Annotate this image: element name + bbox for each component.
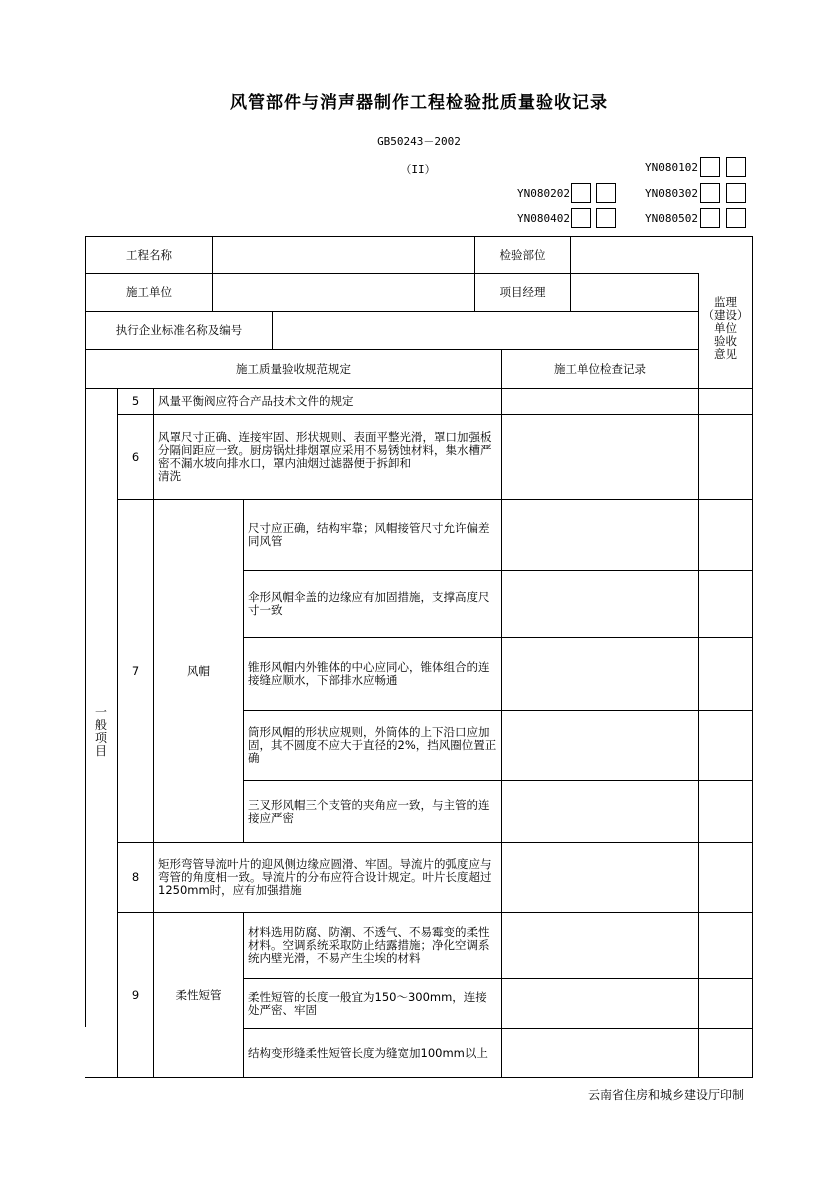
item-no: 5 (131, 394, 140, 408)
code-checkbox[interactable] (571, 183, 591, 203)
sub-item-text: 材料选用防腐、防潮、不透气、不易霉变的柔性材料。空调系统采取防止结露措施；净化空调系统内壁光滑，不易产生尘埃的材料 (248, 925, 490, 965)
code-yn080302: YN080302 (645, 187, 698, 200)
code-checkbox[interactable] (726, 157, 746, 177)
sub-item-text: 结构变形缝柔性短管长度为缝宽加100mm以上 (248, 1045, 488, 1060)
item-no: 8 (131, 870, 140, 884)
item-name: 风帽 (187, 663, 210, 678)
code-yn080202: YN080202 (517, 187, 570, 200)
sub-item-text: 柔性短管的长度一般宜为150～300mm，连接处严密、牢固 (248, 989, 487, 1017)
project-name-field[interactable] (213, 237, 474, 273)
sub-item-text: 尺寸应正确，结构牢靠；风帽接管尺寸允许偏差同风管 (248, 521, 490, 548)
code-yn080102: YN080102 (645, 161, 698, 174)
code-checkbox[interactable] (726, 208, 746, 228)
construction-unit-label: 施工单位 (126, 285, 172, 299)
code-checkbox[interactable] (571, 208, 591, 228)
code-checkbox[interactable] (700, 157, 720, 177)
code-yn080402: YN080402 (517, 212, 570, 225)
project-manager-field[interactable] (571, 274, 698, 311)
item-text: 风罩尺寸正确、连接牢固、形状规则、表面平整光滑，罩口加强板分隔间距应一致。厨房锅灶排烟罩应采用不易锈蚀材料，集水槽严密不漏水坡向排水口，罩内油烟过滤器便于拆卸和 清洗 (158, 430, 492, 483)
spec-header: 施工质量验收规范规定 (236, 361, 351, 376)
item-no: 9 (131, 987, 140, 1002)
enterprise-standard-field[interactable] (273, 312, 698, 349)
construction-unit-field[interactable] (213, 274, 474, 311)
part-number: （II） (400, 163, 436, 176)
record-header: 施工单位检查记录 (554, 361, 646, 376)
footer-publisher: 云南省住房和城乡建设厅印制 (587, 1088, 744, 1102)
item-no: 6 (131, 449, 140, 464)
code-checkbox[interactable] (726, 183, 746, 203)
item-no: 7 (131, 663, 140, 678)
sub-item-text: 锥形风帽内外锥体的中心应同心，锥体组合的连接缝应顺水，下部排水应畅通 (248, 660, 490, 687)
category-label: 一般项目 (94, 705, 107, 758)
page-title: 风管部件与消声器制作工程检验批质量验收记录 (230, 93, 608, 113)
item-text: 矩形弯管导流叶片的迎风侧边缘应圆滑、牢固。导流片的弧度应与弯管的角度相一致。导流片的分布应符合设计规定。叶片长度超过1250mm时，应有加强措施 (158, 857, 492, 897)
project-name-label: 工程名称 (126, 247, 172, 262)
supervisor-header: 监理 （建设） 单位 验收 意见 (702, 295, 749, 361)
code-checkbox[interactable] (700, 208, 720, 228)
enterprise-standard-label: 执行企业标准名称及编号 (115, 323, 243, 337)
sub-item-text: 伞形风帽伞盖的边缘应有加固措施，支撑高度尺寸一致 (248, 590, 490, 617)
item-text: 风量平衡阀应符合产品技术文件的规定 (158, 394, 354, 408)
standard-number: GB50243－2002 (377, 135, 461, 148)
sub-item-text: 筒形风帽的形状应规则，外筒体的上下沿口应加固，其不圆度不应大于直径的2%，挡风圈位置正确 (248, 725, 497, 765)
inspection-part-field[interactable] (571, 237, 752, 273)
item-name: 柔性短管 (175, 987, 222, 1002)
inspection-part-label: 检验部位 (499, 247, 546, 262)
code-checkbox[interactable] (700, 183, 720, 203)
code-yn080502: YN080502 (645, 212, 698, 225)
sub-item-text: 三叉形风帽三个支管的夹角应一致，与主管的连接应严密 (248, 797, 490, 825)
project-manager-label: 项目经理 (499, 285, 546, 299)
